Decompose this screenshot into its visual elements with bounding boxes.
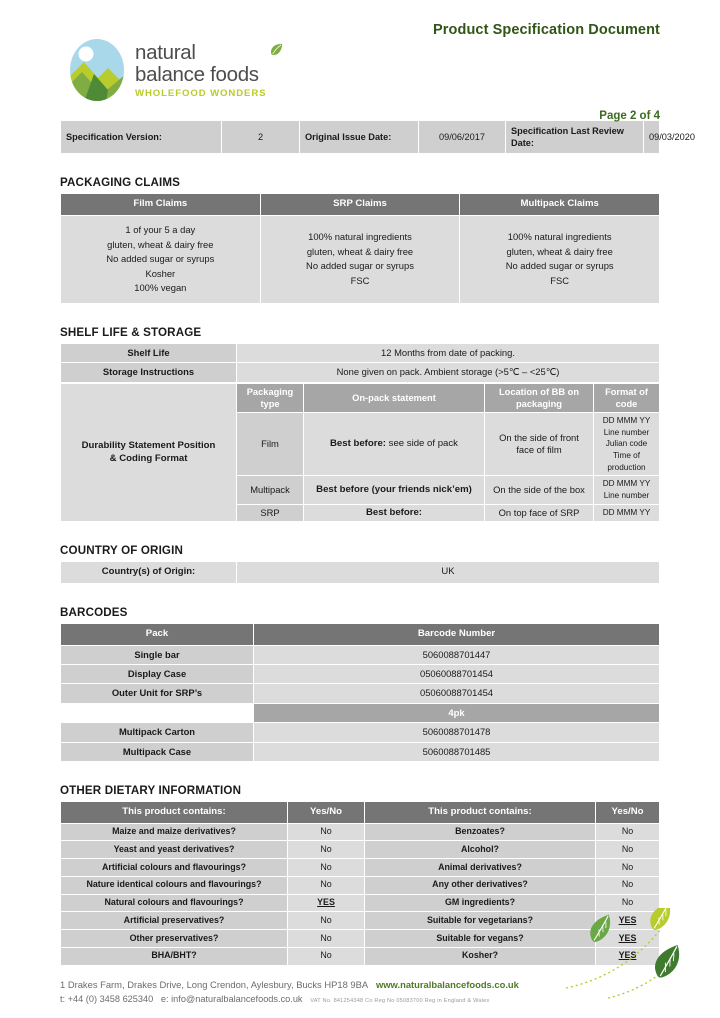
leaf-icon	[270, 43, 283, 56]
specification-version-table	[60, 120, 695, 154]
durability-location-srp: On top face of SRP	[485, 504, 594, 522]
page-title: Product Specification Document	[433, 22, 660, 38]
dietary-answer-left-5: No	[288, 912, 365, 930]
page-footer	[0, 979, 720, 1004]
durability-statement-table	[60, 383, 660, 523]
dietary-header-right: This product contains:	[365, 801, 596, 823]
dietary-question-left-2: Artificial colours and flavourings?	[61, 859, 288, 877]
dietary-question-right-3: Any other derivatives?	[365, 876, 596, 894]
dietary-question-left-7: BHA/BHT?	[61, 947, 288, 965]
country-origin-label: Country(s) of Origin:	[61, 562, 237, 584]
pack-header: Pack	[61, 623, 254, 645]
packaging-claims-table	[60, 193, 660, 304]
barcode-pack-4: Multipack Case	[61, 742, 254, 761]
dietary-answer-right-7: YES	[596, 947, 660, 965]
spec-version-label: Specification Version:	[61, 121, 222, 154]
country-origin-value: UK	[237, 562, 660, 584]
durability-format-multipack: DD MMM YY Line number	[594, 476, 660, 504]
logo-line-2: balance foods	[135, 62, 259, 86]
barcode-pack-3: Multipack Carton	[61, 723, 254, 742]
barcode-number-3: 5060088701478	[254, 723, 660, 742]
statement-rest: see side of pack	[385, 437, 458, 449]
page-header	[0, 0, 720, 120]
logo-wordmark	[135, 41, 266, 99]
dietary-answer-right-3: No	[596, 876, 660, 894]
dietary-answer-left-1: No	[288, 841, 365, 859]
table-header-row	[61, 383, 660, 413]
dietary-answer-right-5: YES	[596, 912, 660, 930]
decorative-leaves	[564, 908, 694, 1000]
table-row	[61, 562, 660, 584]
dietary-question-right-7: Kosher?	[365, 947, 596, 965]
table-row	[61, 742, 660, 761]
dietary-question-right-6: Suitable for vegans?	[365, 930, 596, 948]
barcode-group-spacer	[61, 703, 254, 722]
country-of-origin-section	[60, 544, 660, 584]
footer-website[interactable]: www.naturalbalancefoods.co.uk	[375, 979, 519, 990]
table-row	[61, 121, 660, 154]
table-row	[61, 215, 660, 303]
durability-type-srp: SRP	[237, 504, 304, 522]
barcode-number-4: 5060088701485	[254, 742, 660, 761]
dietary-yesno-header-right: Yes/No	[596, 801, 660, 823]
dietary-answer-left-7: No	[288, 947, 365, 965]
dietary-answer-left-3: No	[288, 876, 365, 894]
logo-tagline: WHOLEFOOD WONDERS	[135, 88, 267, 100]
barcode-pack-1: Display Case	[61, 664, 254, 683]
durability-statement-film	[304, 413, 485, 476]
table-row	[61, 664, 660, 683]
table-row	[61, 684, 660, 703]
barcodes-table	[60, 623, 660, 762]
dietary-question-left-6: Other preservatives?	[61, 930, 288, 948]
logo-mark-icon	[68, 38, 126, 102]
multipack-claims-header: Multipack Claims	[460, 194, 660, 216]
statement-bold: Best before (your friends nick’em)	[316, 483, 472, 495]
srp-claims-header: SRP Claims	[260, 194, 460, 216]
dietary-question-right-2: Animal derivatives?	[365, 859, 596, 877]
table-row	[61, 343, 660, 362]
shelf-life-label: Shelf Life	[61, 343, 237, 362]
durability-format-film: DD MMM YY Line number Julian code Time of production	[594, 413, 660, 476]
durability-type-multipack: Multipack	[237, 476, 304, 504]
multipack-claims-cell: 100% natural ingredients gluten, wheat & dairy free No added sugar or syrups FSC	[460, 215, 660, 303]
table-row	[61, 859, 660, 877]
dietary-answer-right-1: No	[596, 841, 660, 859]
dietary-header-left: This product contains:	[61, 801, 288, 823]
footer-phone: t: +44 (0) 3458 625340	[60, 994, 154, 1004]
footer-registration: VAT No. 841254348 Co Reg No 05083700 Reg in England & Wales	[310, 998, 490, 1004]
barcode-number-2: 05060088701454	[254, 684, 660, 703]
barcode-pack-2: Outer Unit for SRP’s	[61, 684, 254, 703]
location-bb-header: Location of BB on packaging	[485, 383, 594, 413]
shelf-life-section	[60, 326, 660, 522]
last-review-date-label: Specification Last Review Date:	[506, 121, 644, 154]
logo-line-1	[135, 43, 266, 64]
table-header-row	[61, 194, 660, 216]
durability-statement-srp	[304, 504, 485, 522]
storage-instructions-label: Storage Instructions	[61, 363, 237, 382]
spec-version-value: 2	[222, 121, 300, 154]
last-review-date-value: 09/03/2020	[644, 121, 660, 154]
table-row	[61, 876, 660, 894]
dietary-answer-right-0: No	[596, 823, 660, 841]
table-row	[61, 703, 660, 722]
barcodes-section	[60, 606, 660, 762]
dietary-question-right-1: Alcohol?	[365, 841, 596, 859]
durability-location-multipack: On the side of the box	[485, 476, 594, 504]
barcode-number-1: 05060088701454	[254, 664, 660, 683]
barcode-number-header: Barcode Number	[254, 623, 660, 645]
leaf-icon	[650, 945, 686, 979]
barcode-group-label: 4pk	[254, 703, 660, 722]
dietary-information-title: OTHER DIETARY INFORMATION	[60, 783, 242, 797]
table-row	[61, 723, 660, 742]
film-claims-cell: 1 of your 5 a day gluten, wheat & dairy free No added sugar or syrups Kosher 100% vegan	[61, 215, 261, 303]
dietary-answer-left-0: No	[288, 823, 365, 841]
durability-label: Durability Statement Position & Coding Format	[61, 383, 237, 522]
barcodes-title: BARCODES	[60, 605, 128, 619]
leaf-icon	[586, 915, 616, 943]
dietary-answer-right-6: YES	[596, 930, 660, 948]
table-row	[61, 823, 660, 841]
footer-email[interactable]: e: info@naturalbalancefoods.co.uk	[160, 994, 303, 1004]
dietary-answer-right-2: No	[596, 859, 660, 877]
shelf-life-value: 12 Months from date of packing.	[237, 343, 660, 362]
dietary-answer-left-4: YES	[288, 894, 365, 912]
dietary-answer-left-6: No	[288, 930, 365, 948]
film-claims-header: Film Claims	[61, 194, 261, 216]
durability-location-film: On the side of front face of film	[485, 413, 594, 476]
storage-instructions-value: None given on pack. Ambient storage (>5℃ – <25℃)	[237, 363, 660, 382]
country-of-origin-table	[60, 561, 660, 584]
brand-logo	[68, 38, 266, 102]
durability-format-srp: DD MMM YY	[594, 504, 660, 522]
leaf-icon	[646, 908, 676, 931]
dietary-answer-left-2: No	[288, 859, 365, 877]
durability-statement-multipack	[304, 476, 485, 504]
barcode-pack-0: Single bar	[61, 645, 254, 664]
on-pack-statement-header: On-pack statement	[304, 383, 485, 413]
dietary-question-left-1: Yeast and yeast derivatives?	[61, 841, 288, 859]
original-issue-date-value: 09/06/2017	[419, 121, 506, 154]
dietary-question-left-0: Maize and maize derivatives?	[61, 823, 288, 841]
table-row	[61, 841, 660, 859]
shelf-life-table	[60, 343, 660, 383]
statement-bold: Best before:	[330, 437, 386, 449]
barcode-number-0: 5060088701447	[254, 645, 660, 664]
dietary-answer-right-4: No	[596, 894, 660, 912]
footer-address: 1 Drakes Farm, Drakes Drive, Long Crendon, Aylesbury, Bucks HP18 9BA	[60, 979, 369, 990]
country-of-origin-title: COUNTRY OF ORIGIN	[60, 544, 183, 558]
dietary-question-right-0: Benzoates?	[365, 823, 596, 841]
dietary-question-right-4: GM ingredients?	[365, 894, 596, 912]
dietary-yesno-header-left: Yes/No	[288, 801, 365, 823]
original-issue-date-label: Original Issue Date:	[300, 121, 419, 154]
durability-type-film: Film	[237, 413, 304, 476]
statement-bold: Best before:	[366, 506, 422, 518]
srp-claims-cell: 100% natural ingredients gluten, wheat & dairy free No added sugar or syrups FSC	[260, 215, 460, 303]
dietary-question-left-3: Nature identical colours and flavourings?	[61, 876, 288, 894]
table-row	[61, 363, 660, 382]
packaging-claims-section	[60, 176, 660, 304]
format-of-code-header: Format of code	[594, 383, 660, 413]
table-header-row	[61, 801, 660, 823]
dietary-question-left-5: Artificial preservatives?	[61, 912, 288, 930]
packaging-claims-title: PACKAGING CLAIMS	[60, 176, 181, 190]
page-number: Page 2 of 4	[599, 110, 660, 122]
dietary-question-right-5: Suitable for vegetarians?	[365, 912, 596, 930]
shelf-life-title: SHELF LIFE & STORAGE	[60, 325, 202, 339]
table-row	[61, 645, 660, 664]
dietary-question-left-4: Natural colours and flavourings?	[61, 894, 288, 912]
logo-line-1-text: natural	[135, 41, 196, 65]
table-header-row	[61, 623, 660, 645]
packaging-type-header: Packaging type	[237, 383, 304, 413]
